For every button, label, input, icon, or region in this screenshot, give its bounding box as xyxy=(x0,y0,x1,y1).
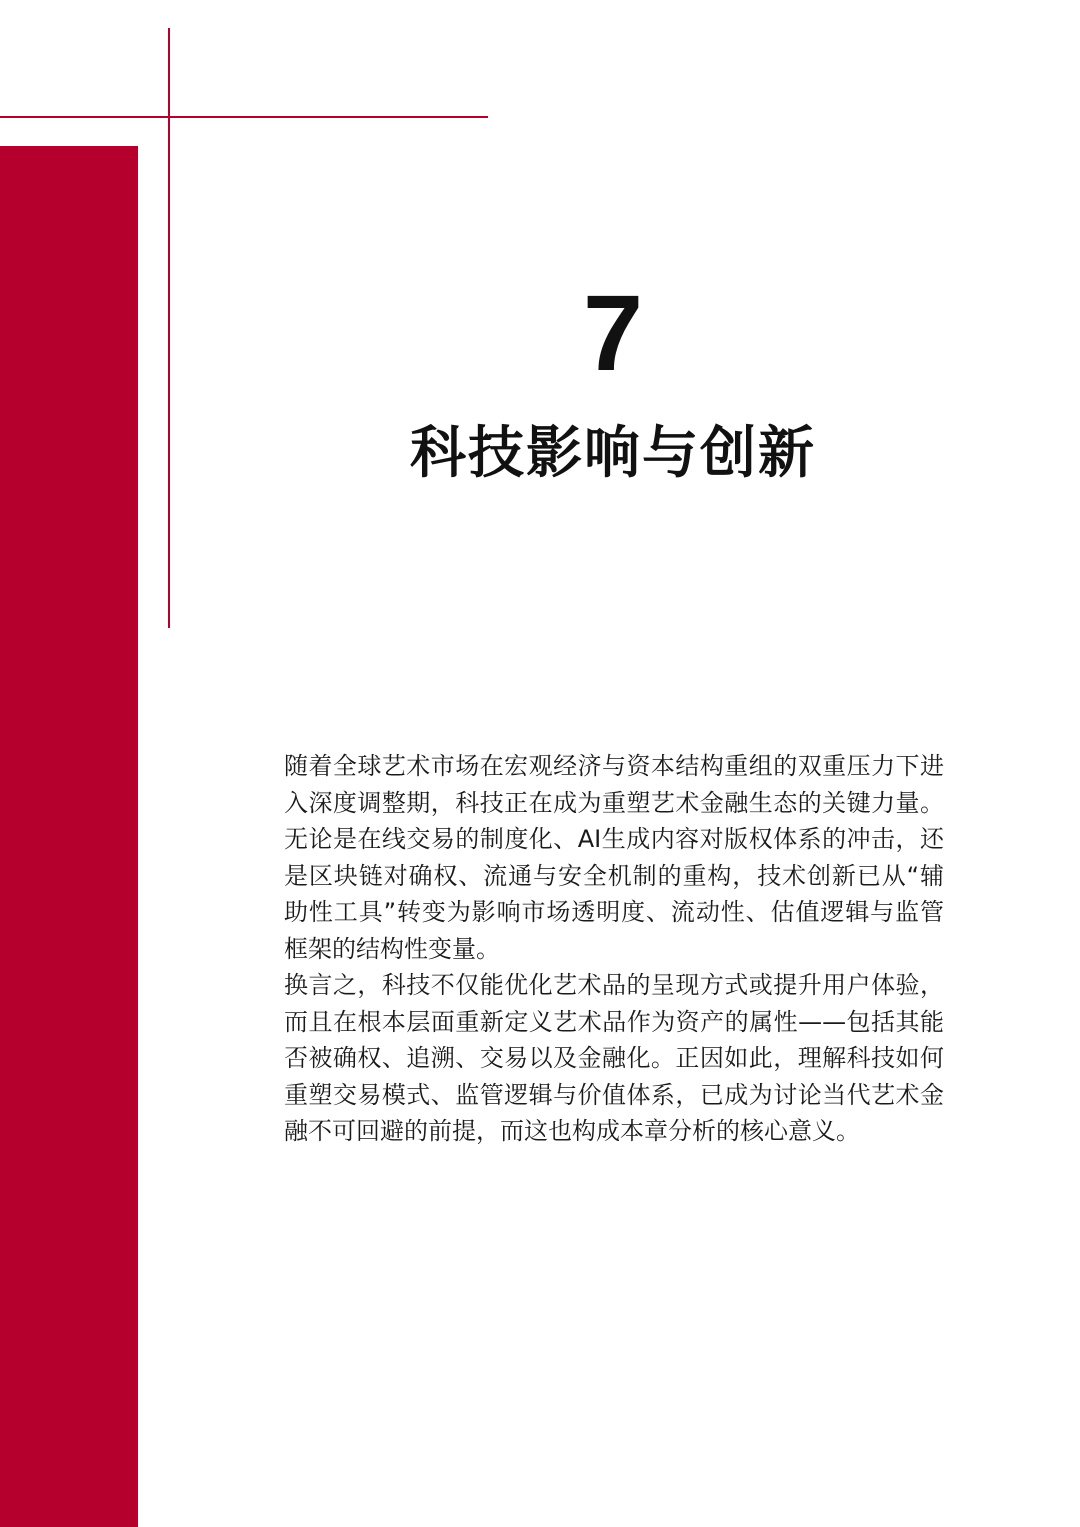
chapter-number: 7 xyxy=(582,272,644,393)
chapter-title: 科技影响与创新 xyxy=(410,421,816,486)
intro-paragraph-1: 随着全球艺术市场在宏观经济与资本结构重组的双重压力下进入深度调整期，科技正在成为重塑艺术金融生态的关键力量。无论是在线交易的制度化、AI生成内容对版权体系的冲击，还是区块链对确权、流通与安全机制的重构，技术创新已从“辅助性工具”转变为影响市场透明度、流动性、估值逻辑与监管框架的结构性变量。 xyxy=(284,752,944,963)
chapter-intro xyxy=(284,748,944,1150)
horizontal-rule xyxy=(0,116,488,118)
intro-paragraph-2: 换言之，科技不仅能优化艺术品的呈现方式或提升用户体验，而且在根本层面重新定义艺术品作为资产的属性——包括其能否被确权、追溯、交易以及金融化。正因如此，理解科技如何重塑交易模式、监管逻辑与价值体系，已成为讨论当代艺术金融不可回避的前提，而这也构成本章分析的核心意义。 xyxy=(284,971,944,1145)
